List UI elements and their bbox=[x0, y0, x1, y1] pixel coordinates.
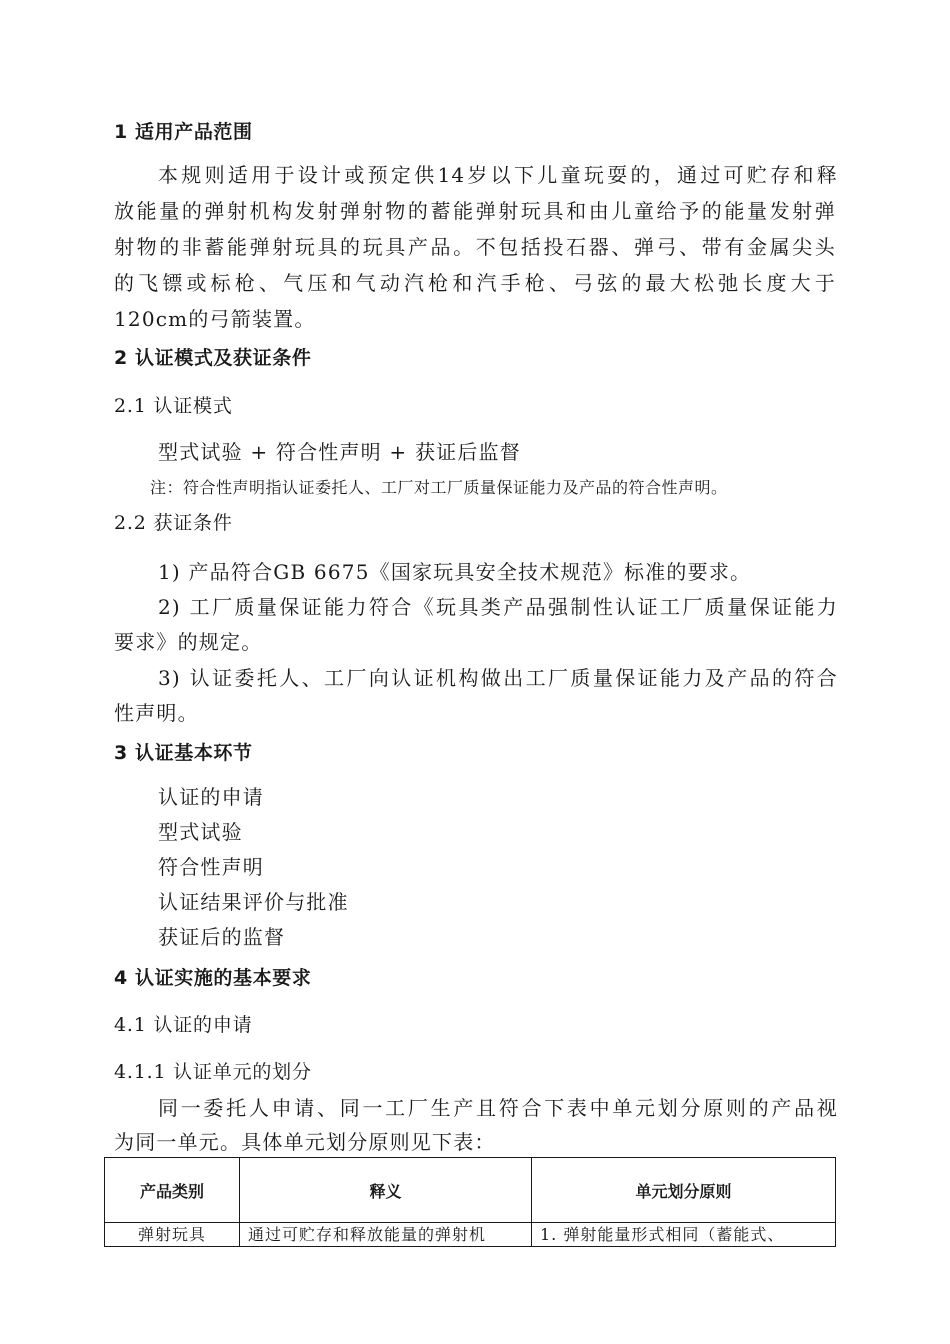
condition-line: 1) 产品符合GB 6675《国家玩具安全技术规范》标准的要求。 bbox=[158, 560, 752, 584]
section-1-para-line: 120cm的弓箭装置。 bbox=[114, 307, 316, 331]
cell-division-principle: 1. 弹射能量形式相同（蓄能式、 bbox=[532, 1223, 836, 1247]
cell-definition: 通过可贮存和释放能量的弹射机 bbox=[240, 1223, 532, 1247]
condition-line: 2) 工厂质量保证能力符合《玩具类产品强制性认证工厂质量保证能力 bbox=[158, 595, 838, 619]
section-4-1-1-title: 4.1.1 认证单元的划分 bbox=[114, 1061, 312, 1083]
section-1-para-line: 的飞镖或标枪、气压和气动汽枪和汽手枪、弓弦的最大松弛长度大于 bbox=[114, 271, 836, 295]
step-item: 认证结果评价与批准 bbox=[158, 890, 349, 914]
section-1-para-line: 放能量的弹射机构发射弹射物的蓄能弹射玩具和由儿童给予的能量发射弹 bbox=[114, 199, 836, 223]
step-item: 获证后的监督 bbox=[158, 925, 286, 949]
step-item: 型式试验 bbox=[158, 820, 243, 844]
column-header-definition: 释义 bbox=[240, 1158, 532, 1223]
section-2-heading: 2 认证模式及获证条件 bbox=[114, 347, 312, 369]
certification-mode: 型式试验 + 符合性声明 + 获证后监督 bbox=[158, 440, 521, 464]
table-row bbox=[105, 1223, 836, 1247]
cell-product-category: 弹射玩具 bbox=[105, 1223, 240, 1247]
section-1-para-line: 本规则适用于设计或预定供14岁以下儿童玩耍的，通过可贮存和释 bbox=[158, 163, 838, 187]
section-1-para-line: 射物的非蓄能弹射玩具的玩具产品。不包括投石器、弹弓、带有金属尖头 bbox=[114, 235, 836, 259]
section-4-para-line: 为同一单元。具体单元划分原则见下表： bbox=[114, 1130, 496, 1154]
section-4-para-line: 同一委托人申请、同一工厂生产且符合下表中单元划分原则的产品视 bbox=[158, 1096, 838, 1120]
mode-note: 注：符合性声明指认证委托人、工厂对工厂质量保证能力及产品的符合性声明。 bbox=[150, 478, 728, 497]
section-1-heading: 1 适用产品范围 bbox=[114, 121, 253, 143]
condition-line: 要求》的规定。 bbox=[114, 630, 263, 654]
condition-line: 3) 认证委托人、工厂向认证机构做出工厂质量保证能力及产品的符合 bbox=[158, 666, 838, 690]
section-2-2-title: 2.2 获证条件 bbox=[114, 512, 233, 534]
section-4-1-title: 4.1 认证的申请 bbox=[114, 1014, 253, 1036]
section-3-heading: 3 认证基本环节 bbox=[114, 742, 253, 764]
step-item: 符合性声明 bbox=[158, 855, 264, 879]
section-2-1-title: 2.1 认证模式 bbox=[114, 395, 233, 417]
condition-line: 性声明。 bbox=[114, 701, 199, 725]
table-header-row bbox=[105, 1158, 836, 1223]
column-header-division-principle: 单元划分原则 bbox=[532, 1158, 836, 1223]
unit-division-table bbox=[104, 1157, 836, 1247]
column-header-product-category: 产品类别 bbox=[105, 1158, 240, 1223]
section-4-heading: 4 认证实施的基本要求 bbox=[114, 967, 312, 989]
step-item: 认证的申请 bbox=[158, 785, 264, 809]
